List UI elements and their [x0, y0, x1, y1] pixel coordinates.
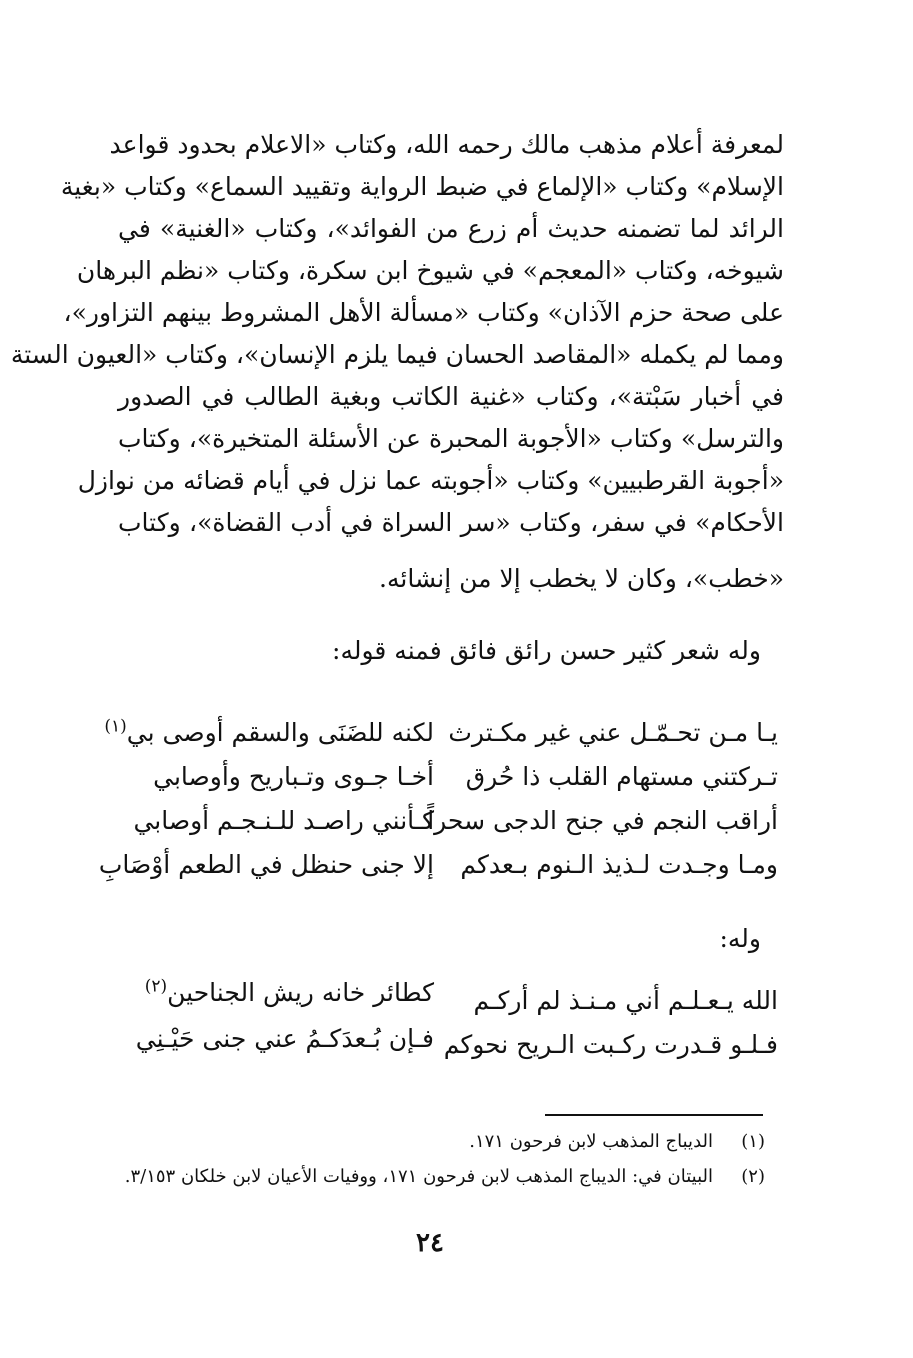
footnote-marker: (٢)	[144, 976, 168, 997]
prose-line: الأحكام» في سفر، وكتاب «سر السراة في أدب القضاة»، وكتاب	[118, 508, 784, 537]
prose-line: والترسل» وكتاب «الأجوبة المحبرة عن الأسئلة المتخيرة»، وكتاب	[118, 424, 784, 453]
page-number: ٢٤	[416, 1228, 444, 1258]
footnote-text: الديباج المذهب لابن فرحون ١٧١.	[469, 1131, 713, 1152]
verse-second-half: فـإن بُـعدَكـمُ عني جنى حَيْـنِي	[135, 1024, 434, 1053]
prose-line: «أجوبة القرطبيين» وكتاب «أجوبته عما نزل في أيام قضائه من نوازل	[77, 466, 784, 495]
footnote	[100, 1162, 765, 1192]
verse-second-half: أخـا جـوى وتـباريح وأوصابي	[153, 762, 434, 791]
poem-intro: وله:	[719, 924, 761, 953]
verse-text: كطائر خانه ريش الجناحين	[167, 978, 434, 1007]
footnote-number: (٢)	[741, 1166, 765, 1187]
footnote-number: (١)	[741, 1131, 765, 1152]
prose-line: «خطب»، وكان لا يخطب إلا من إنشائه.	[379, 564, 784, 593]
footnote	[100, 1127, 765, 1157]
verse-first-half: أراقب النجم في جنح الدجى سحراً	[427, 806, 778, 835]
prose-line: الرائد لما تضمنه حديث أم زرع من الفوائد»، وكتاب «الغنية» في	[118, 214, 784, 243]
poem-intro: وله شعر كثير حسن رائق فائق فمنه قوله:	[332, 636, 761, 665]
prose-line: في أخبار سَبْتة»، وكتاب «غنية الكاتب وبغية الطالب في الصدور	[118, 382, 784, 411]
verse-second-half: إلا جنى حنظل في الطعم أوْصَابِ	[98, 850, 434, 879]
verse-first-half: تـركتني مستهام القلب ذا حُرق	[465, 762, 778, 791]
verse-second-half	[104, 712, 434, 754]
verse-second-half	[104, 972, 434, 1014]
verse-first-half: الله يـعـلـم أني مـنـذ لم أركـم	[473, 986, 778, 1015]
prose-line: ومما لم يكمله «المقاصد الحسان فيما يلزم الإنسان»، وكتاب «العيون الستة	[10, 340, 784, 369]
prose-line: لمعرفة أعلام مذهب مالك رحمه الله، وكتاب «الاعلام بحدود قواعد	[109, 130, 784, 159]
verse-second-half: كـأنني راصـد للـنـجـم أوصابي	[133, 806, 434, 835]
prose-line: الإسلام» وكتاب «الإلماع في ضبط الرواية وتقييد السماع» وكتاب «بغية	[60, 172, 784, 201]
verse-text: لكنه للضَنَى والسقم أوصى بي	[126, 718, 434, 747]
footnote-marker: (١)	[104, 716, 127, 737]
prose-line: شيوخه، وكتاب «المعجم» في شيوخ ابن سكرة، وكتاب «نظم البرهان	[76, 256, 784, 285]
footnote-separator	[545, 1114, 763, 1116]
verse-first-half: يـا مـن تحـمّـل عني غير مكـترث	[448, 718, 778, 747]
verse-first-half: ومـا وجـدت لـذيذ الـنوم بـعدكم	[460, 850, 778, 879]
prose-line: على صحة حزم الآذان» وكتاب «مسألة الأهل المشروط بينهم التزاور»،	[63, 298, 784, 327]
footnote-text: البيتان في: الديباج المذهب لابن فرحون ١٧١، ووفيات الأعيان لابن خلكان ٣/١٥٣.	[124, 1166, 713, 1187]
verse-first-half: فـلـو قـدرت ركـبت الـريح نحوكم	[443, 1030, 778, 1059]
